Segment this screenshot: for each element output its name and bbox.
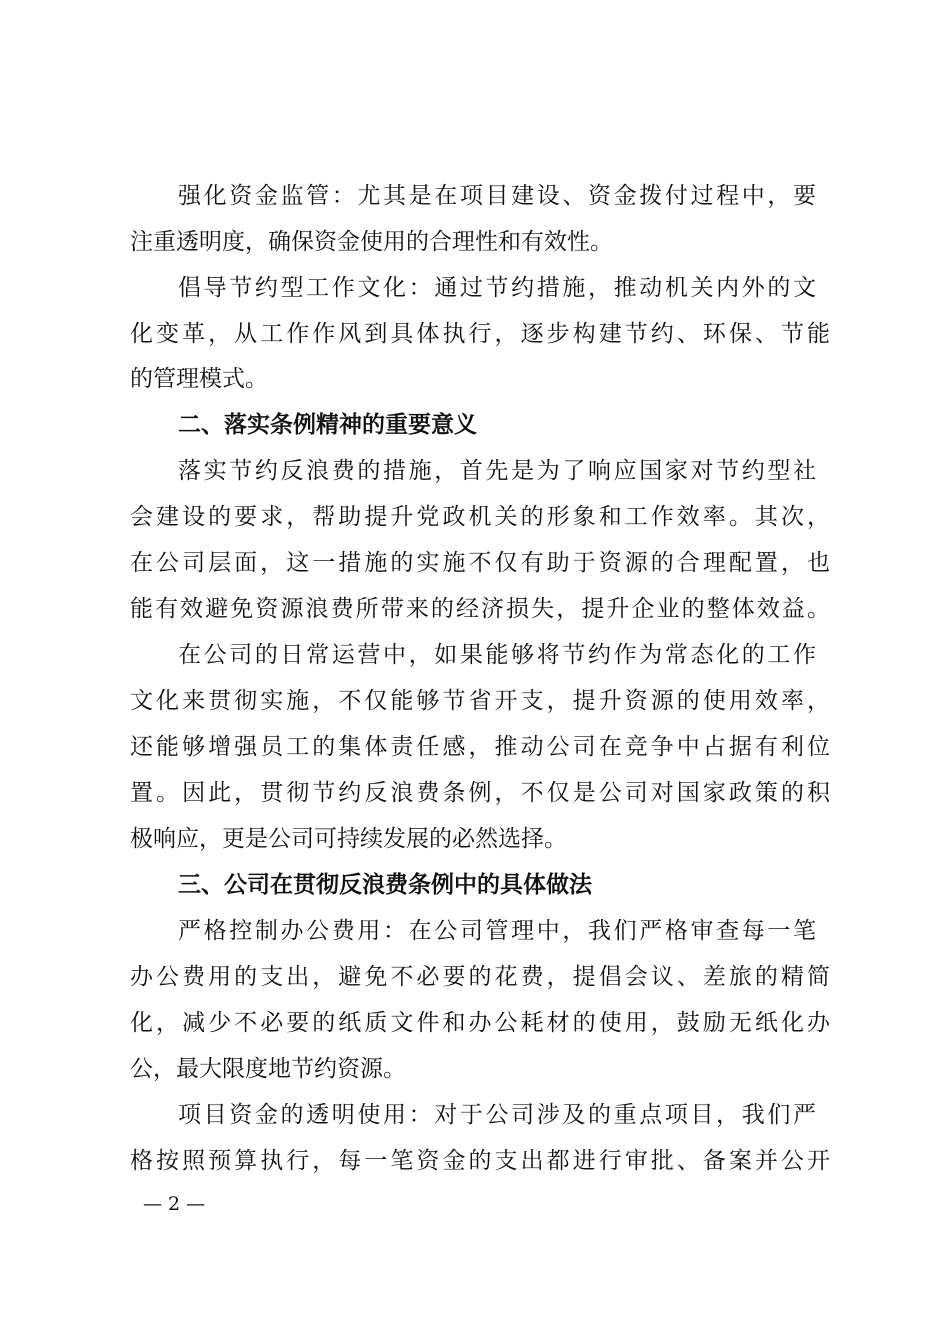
paragraph-line: 注重透明度，确保资金使用的合理性和有效性。 [130,229,613,255]
paragraph-line: 严格控制办公费用：在公司管理中，我们严格审查每一笔 [178,918,816,944]
paragraph-line: 格按照预算执行，每一笔资金的支出都进行审批、备案并公开 [130,1148,830,1174]
paragraph-line: 极响应，更是公司可持续发展的必然选择。 [130,826,567,852]
paragraph-line: 能有效避免资源浪费所带来的经济损失，提升企业的整体效益。 [130,596,830,622]
paragraph-line: 的管理模式。 [130,366,268,392]
page-number: — 2 — [143,1193,206,1215]
paragraph-line: 化，减少不必要的纸质文件和办公耗材的使用，鼓励无纸化办 [130,1010,830,1036]
paragraph-line: 项目资金的透明使用：对于公司涉及的重点项目，我们严 [178,1102,816,1128]
paragraph-line: 办公费用的支出，避免不必要的花费，提倡会议、差旅的精简 [130,964,830,990]
paragraph-line: 强化资金监管：尤其是在项目建设、资金拨付过程中，要 [178,183,816,209]
section-heading: 二、落实条例精神的重要意义 [178,412,477,438]
paragraph-line: 化变革，从工作作风到具体执行，逐步构建节约、环保、节能 [130,321,830,347]
paragraph-line: 公，最大限度地节约资源。 [130,1056,406,1082]
paragraph-line: 文化来贯彻实施，不仅能够节省开支，提升资源的使用效率， [130,688,830,714]
paragraph-line: 倡导节约型工作文化：通过节约措施，推动机关内外的文 [178,275,816,301]
paragraph-line: 会建设的要求，帮助提升党政机关的形象和工作效率。其次， [130,504,830,530]
paragraph-line: 在公司的日常运营中，如果能够将节约作为常态化的工作 [178,642,816,668]
paragraph-line: 在公司层面，这一措施的实施不仅有助于资源的合理配置，也 [130,550,830,576]
paragraph-line: 落实节约反浪费的措施，首先是为了响应国家对节约型社 [178,458,816,484]
section-heading: 三、公司在贯彻反浪费条例中的具体做法 [178,872,592,898]
paragraph-line: 还能够增强员工的集体责任感，推动公司在竞争中占据有利位 [130,734,830,760]
paragraph-line: 置。因此，贯彻节约反浪费条例，不仅是公司对国家政策的积 [130,780,830,806]
